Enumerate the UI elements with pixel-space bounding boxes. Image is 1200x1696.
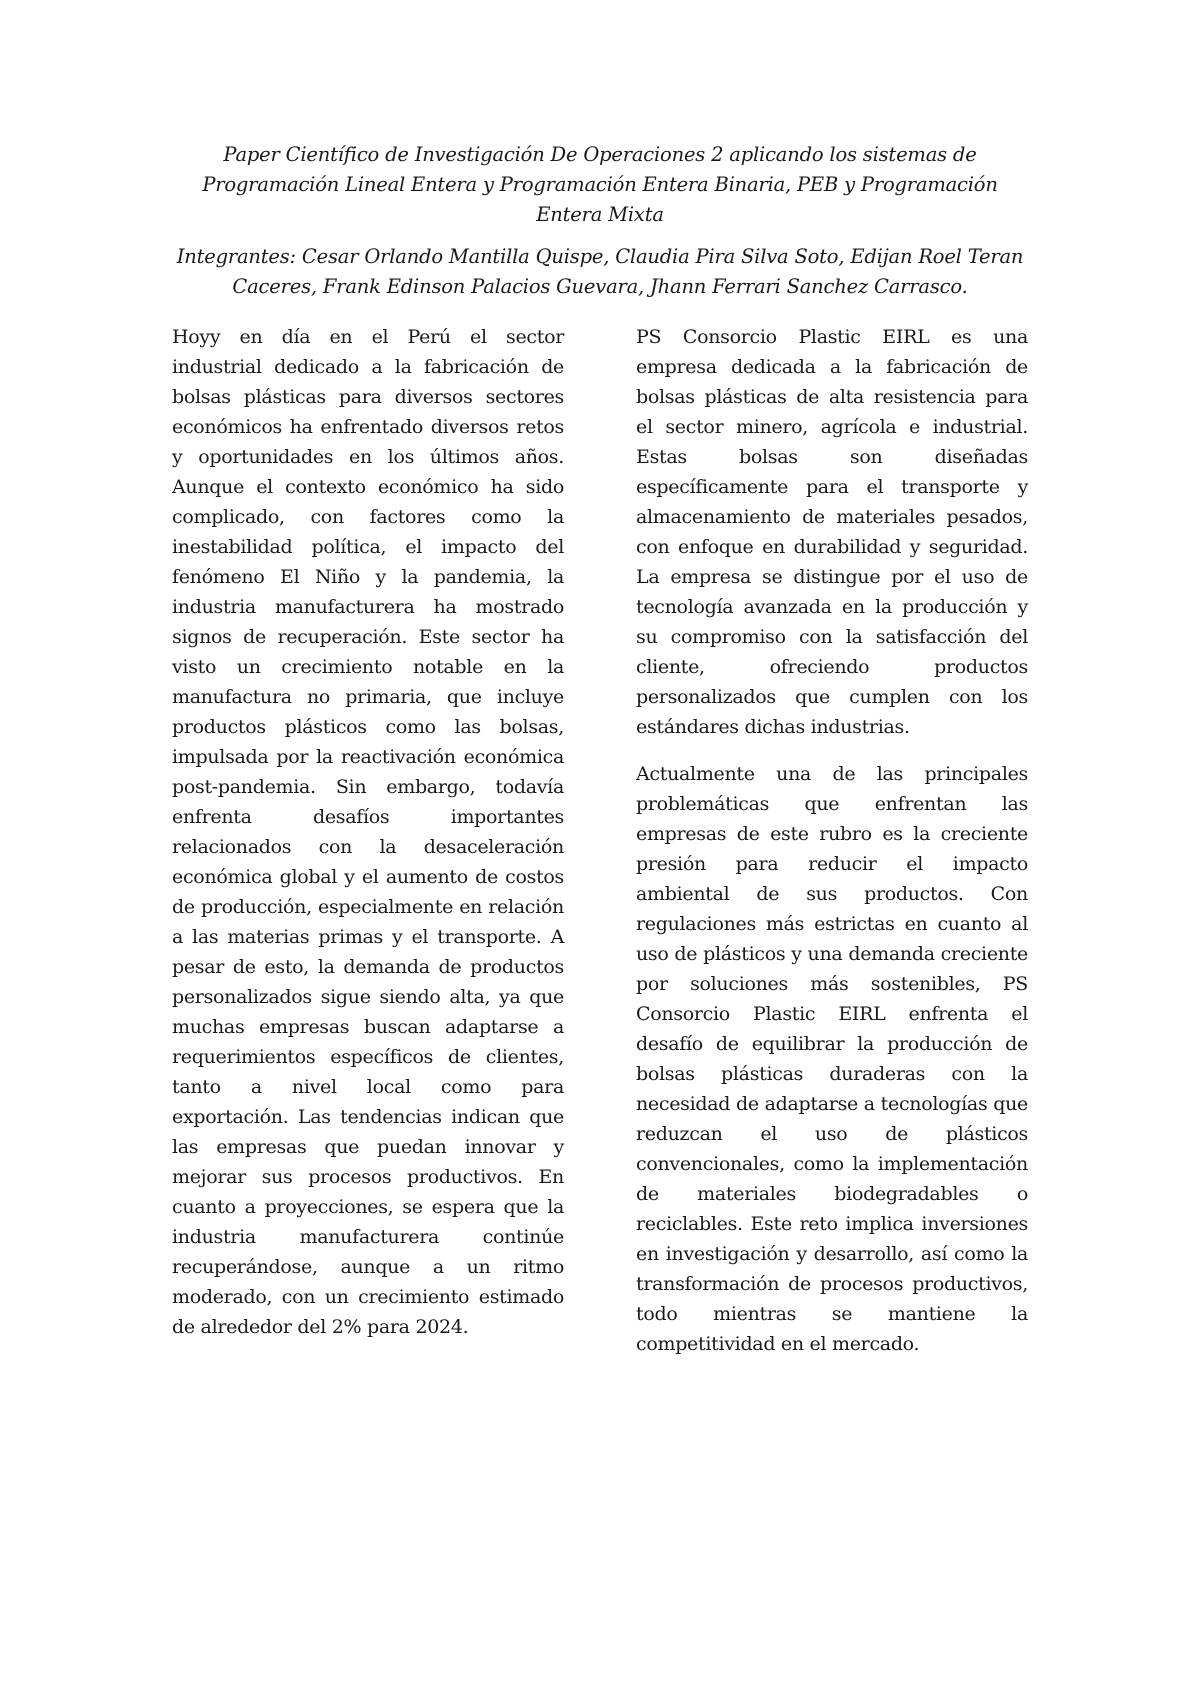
intro-paragraph: Hoyy en día en el Perú el sector industrial dedicado a la fabricación de bolsas plásticas para diversos sectores económicos ha enfrentado diversos retos y oportunidades en los últimos años. Aunque el contexto económico ha sido complicado, con factores como la inestabilidad política, el impacto del fenómeno El Niño y la pandemia, la industria manufacturera ha mostrado signos de recuperación. Este sector ha visto un crecimiento notable en la manufactura no primaria, que incluye productos plásticos como las bolsas, impulsada por la reactivación económica post-pandemia. Sin embargo, todavía enfrenta desafíos importantes relacionados con la desaceleración económica global y el aumento de costos de producción, especialmente en relación a las materias primas y el transporte. A pesar de esto, la demanda de productos personalizados sigue siendo alta, ya que muchas empresas buscan adaptarse a requerimientos específicos de clientes, tanto a nivel local como para exportación. Las tendencias indican que las empresas que puedan innovar y mejorar sus procesos productivos. En cuanto a proyecciones, se espera que la industria manufacturera continúe recuperándose, aunque a un ritmo moderado, con un crecimiento estimado de alrededor del 2% para 2024. — [172, 326, 564, 1338]
company-paragraph: PS Consorcio Plastic EIRL es una empresa dedicada a la fabricación de bolsas plásticas de alta resistencia para el sector minero, agrícola e industrial. Estas bolsas son diseñadas específicamente para el transporte y almacenamiento de materiales pesados, con enfoque en durabilidad y seguridad. La empresa se distingue por el uso de tecnología avanzada en la producción y su compromiso con la satisfacción del cliente, ofreciendo productos personalizados que cumplen con los estándares dichas industrias. — [636, 326, 1028, 738]
title-block — [170, 140, 1030, 302]
paper-title: Paper Científico de Investigación De Operaciones 2 aplicando los sistemas de Programación Lineal Entera y Programación Entera Binaria, PEB y Programación Entera Mixta — [202, 143, 998, 226]
right-column — [636, 322, 1028, 1376]
left-column — [172, 322, 564, 1359]
author-list: Integrantes: Cesar Orlando Mantilla Quispe, Claudia Pira Silva Soto, Edijan Roel Teran Caceres, Frank Edinson Palacios Guevara, Jhann Ferrari Sanchez Carrasco. — [176, 245, 1024, 298]
problem-paragraph: Actualmente una de las principales problemáticas que enfrentan las empresas de este rubro es la creciente presión para reducir el impacto ambiental de sus productos. Con regulaciones más estrictas en cuanto al uso de plásticos y una demanda creciente por soluciones más sostenibles, PS Consorcio Plastic EIRL enfrenta el desafío de equilibrar la producción de bolsas plásticas duraderas con la necesidad de adaptarse a tecnologías que reduzcan el uso de plásticos convencionales, como la implementación de materiales biodegradables o reciclables. Este reto implica inversiones en investigación y desarrollo, así como la transformación de procesos productivos, todo mientras se mantiene la competitividad en el mercado. — [636, 763, 1028, 1355]
